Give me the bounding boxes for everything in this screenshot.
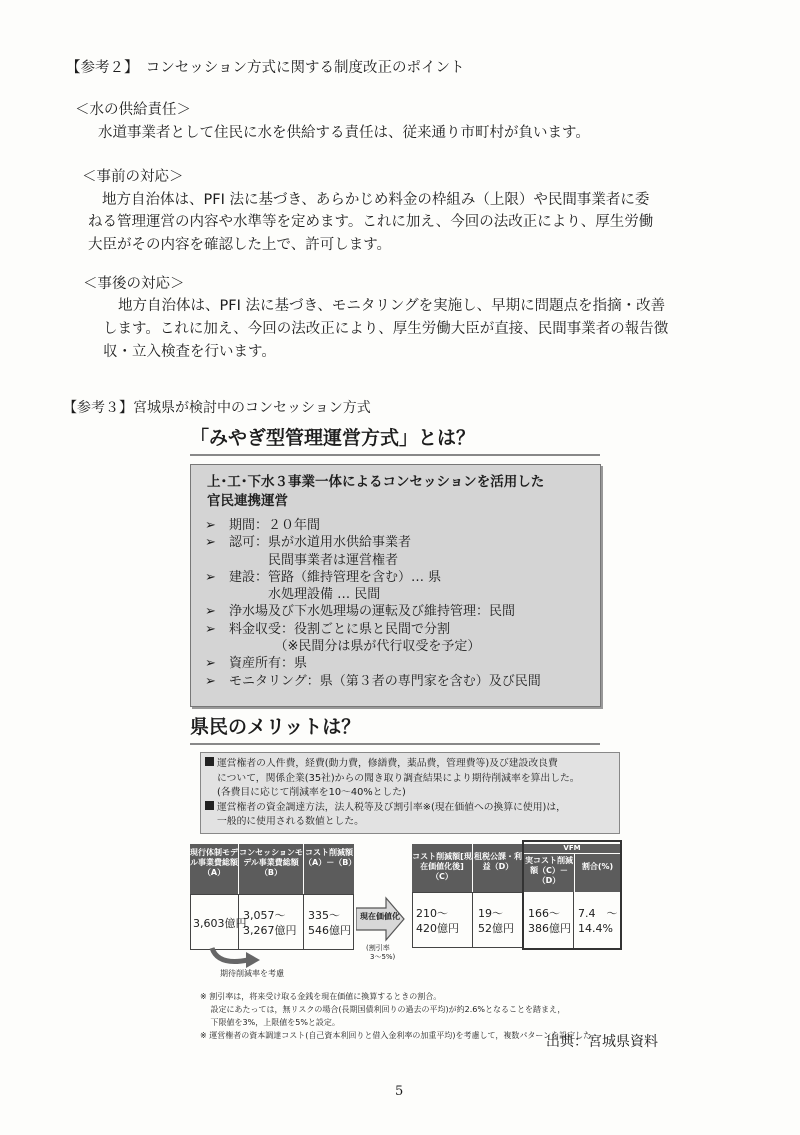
merit-note-line: 運営権者の人件費，経費(動力費，修繕費，薬品費，管理費等)及び建設改良費 [205,757,619,772]
scheme-item-cont: 民間事業者は運営権者 [229,552,399,568]
value-c: 210～ 420億円 [416,907,459,935]
merit-note-line: について，関係企業(35社)からの聞き取り調査結果により期待削減率を算出した。 [217,772,580,784]
header-cost-reduction: コスト削減額（A）－（B） [304,844,354,894]
scheme-item: ➢ 資産所有：県 [205,656,308,672]
arrow-bullet-icon: ➢ [205,656,216,672]
page-number: 5 [395,1084,404,1099]
header-current-model: 現行体制モデル事業費総額（A） [190,844,238,894]
footnote: 設定にあたっては，無リスクの場合(長期国債利回りの過去の平均)が約2.6%となることを踏まえ， [200,1005,566,1014]
arrow-bullet-icon: ➢ [205,673,216,689]
scheme-item: ➢ 期間：２０年間 [205,518,321,533]
expected-label: 期待削減率を考慮 [220,969,284,978]
ref2-heading: 【参考２】 コンセッション方式に関する制度改正のポイント [66,60,465,76]
section-title-supply: ＜水の供給責任＞ [75,102,191,118]
section-title-after: ＜事後の対応＞ [83,276,185,292]
arrow-bullet-icon: ➢ [205,621,216,637]
arrow-bullet-icon: ➢ [205,604,216,620]
merit-note-line: (各費目に応じて削減率を10～40%とした) [217,787,406,798]
merit-note-line: 運営権者の資金調達方法，法人税等及び割引率※(現在価値への換算に使用)は， [205,801,619,816]
square-bullet-icon [205,801,214,810]
square-bullet-icon [205,757,214,766]
value-ab: 335～ 546億円 [308,909,351,937]
scheme-item: ➢ 浄水場及び下水処理場の運転及び維持管理：民間 [205,604,516,620]
scheme-box [190,464,601,707]
footnotes [200,990,599,1042]
source: 出典：宮城県資料 [546,1034,658,1050]
merit-note-line: 一般的に使用される数値とした。 [217,816,364,827]
footnote: ※ 割引率は，将来受け取る金銭を現在価値に換算するときの割合。 [200,992,442,1001]
section-line: 収・立入検査を行います。 [103,344,276,360]
scheme-item: ➢ 料金収受：役割ごとに県と民間で分割 [205,621,451,637]
header-taxes-profit: 租税公課・利益（D） [473,844,523,892]
footnote: 下限値を3%，上限値を5%と設定。 [200,1018,340,1027]
scheme-list [205,517,541,690]
arrow-bullet-icon: ➢ [205,569,216,585]
value-a: 3,603億円 [193,917,247,930]
section-line: 大臣がその内容を確認した上で、許可します。 [88,237,392,253]
header-vfm: VFM [524,844,620,853]
scheme-box-heading: 上･工･下水３事業一体によるコンセッションを活用した 官民連携運営 [207,474,545,509]
header-actual-reduction: 実コスト削減額（C）－（D） [524,854,574,892]
section-line: 地方自治体は、PFI 法に基づき、あらかじめ料金の枠組み（上限）や民間事業者に委 [102,192,650,208]
discount-note: (割引率 3～5%) [366,944,396,961]
scheme-item: ➢ 建設：管路（維持管理を含む）… 県 [205,569,442,585]
value-d: 19～ 52億円 [478,907,514,935]
ref3-heading: 【参考３】宮城県が検討中のコンセッション方式 [63,400,371,416]
scheme-item: ➢ 認可：県が水道用水供給事業者 [205,535,412,551]
merit-notes [200,752,620,834]
merit-title: 県民のメリットは？ [190,713,600,745]
header-pv-reduction: コスト削減額[現在価値化後]（C） [412,844,472,892]
footnote: ※ 運営権者の資本調達コスト(自己資本利回りと借入金利率の加重平均)を考慮して，複数パターンを設定した。 [200,1031,600,1040]
vfm-table [190,840,630,980]
miyagi-title: 「みやぎ型管理運営方式」とは？ [190,424,600,456]
arrow-bullet-icon: ➢ [205,535,216,551]
value-cd: 166～ 386億円 [528,907,571,935]
arrow-bullet-icon: ➢ [205,518,216,533]
arrow-label: 現在価値化 [360,912,400,921]
section-title-before: ＜事前の対応＞ [82,169,184,185]
value-b: 3,057～ 3,267億円 [243,909,297,937]
header-ratio: 割合(%) [575,854,620,892]
scheme-item: ➢ モニタリング：県（第３者の専門家を含む）及び民間 [205,673,541,689]
scheme-item-cont: 水処理設備 … 民間 [229,587,381,603]
section-line: します。これに加え、今回の法改正により、厚生労働大臣が直接、民間事業者の報告徴 [103,321,669,337]
scheme-item-cont: （※民間分は県が代行収受を予定） [229,639,481,655]
header-concession-model: コンセッションモデル事業費総額（B） [239,844,303,894]
section-line: ねる管理運営の内容や水準等を定めます。これに加え、今回の法改正により、厚生労働 [88,214,654,230]
value-ratio: 7.4 ～ 14.4% [578,907,618,935]
expected-reduction-arrow-icon [208,946,268,970]
section-line: 地方自治体は、PFI 法に基づき、モニタリングを実施し、早期に問題点を指摘・改善 [118,298,666,314]
section-line: 水道事業者として住民に水を供給する責任は、従来通り市町村が負います。 [98,125,590,141]
